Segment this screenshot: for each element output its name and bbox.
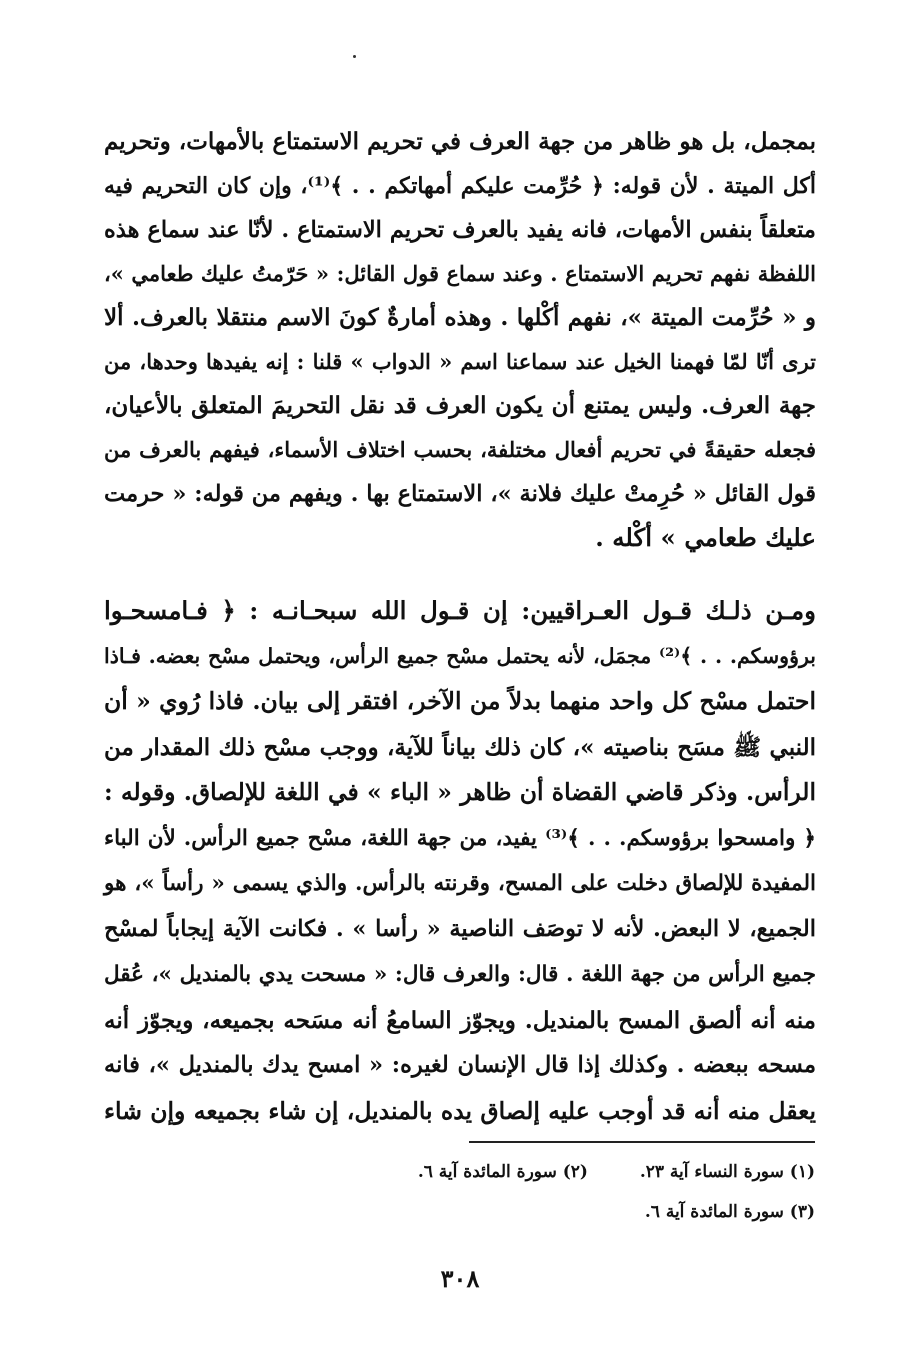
text-line: احتمل مسْح كل واحد منهما بدلاً من الآخر، افتقر إلى بيان. فاذا رُوي « أن [104,687,816,715]
footnote-2: (٢) سورة المائدة آية ٦. [417,1162,588,1182]
page-speck [353,55,356,58]
text-line: منه أنه ألصق المسح بالمنديل. ويجوّز السامعُ أنه مسَحه بجميعه، ويجوّز أنه [104,1006,816,1034]
footnote-row [645,1202,815,1222]
text-line: برؤوسكم. . . ﴾⁽²⁾ مجمَل، لأنه يحتمل مسْح جميع الرأس، ويحتمل مسْح بعضه. فـاذا [104,643,816,668]
text-line: الجميع، لا البعض. لأنه لا توصَف الناصية « رأسا » . فكانت الآية إيجاباً لمسْح [104,915,816,942]
footnote-row [418,1162,815,1182]
text-line: الرأس. وذكر قاضي القضاة أن ظاهر « الباء » في اللغة للإلصاق. وقوله : [104,778,816,806]
text-line: ترى أنّا لمّا فهمنا الخيل عند سماعنا اسم « الدواب » قلنا : إنه يفيدها وحدها، من [104,349,816,374]
text-line: ومـن ذلـك قـول العـراقيين: إن قـول الله سبحـانـه : ﴿ فـامسحـوا [104,596,816,625]
text-line: جميع الرأس من جهة اللغة . قال: والعرف قال: « مسحت يدي بالمنديل »، عُقل [104,962,816,987]
text-line: قول القائل « حُرِمتْ عليك فلانة »، الاستمتاع بها . ويفهم من قوله: « حرمت [104,481,816,507]
footnote-divider [469,1141,815,1143]
paragraph-1 [104,120,816,560]
footnote-1: (١) سورة النساء آية ٢٣. [639,1162,815,1182]
text-line: فجعله حقيقةً في تحريم أفعال مختلفة، بحسب اختلاف الأسماء، فيفهم بالعرف من [104,437,816,462]
paragraph-2 [104,588,816,1134]
text-line: متعلقاً بنفس الأمهات، فانه يفيد بالعرف تحريم الاستمتاع . لأنّا عند سماع هذه [104,217,816,243]
page-number: ٣٠٨ [440,1264,480,1293]
text-line: النبي ﷺ مسَح بناصيته »، كان ذلك بياناً للآية، ووجب مسْح ذلك المقدار من [104,733,816,761]
text-line: اللفظة نفهم تحريم الاستمتاع . وعند سماع قول القائل: « حَرّمتُ عليك طعامي »، [104,261,816,286]
text-line: جهة العرف. وليس يمتنع أن يكون العرف قد نقل التحريمَ المتعلق بالأعيان، [104,392,816,419]
text-line: يعقل منه أنه قد أوجب عليه إلصاق يده بالمنديل، إن شاء بجميعه وإن شاء [104,1096,816,1125]
text-line: المفيدة للإلصاق دخلت على المسح، وقرنته بالرأس. والذي يسمى « رأساً »، هو [104,871,816,896]
text-line: ﴿ وامسحوا برؤوسكم. . . ﴾⁽³⁾ يفيد، من جهة اللغة، مسْح جميع الرأس. لأن الباء [104,825,816,851]
text-line: عليك طعامي » أكْله . [595,523,816,552]
footnote-3: (٣) سورة المائدة آية ٦. [644,1202,815,1222]
text-line: مسحه ببعضه . وكذلك إذا قال الإنسان لغيره: « امسح يدك بالمنديل »، فانه [104,1052,816,1078]
text-line: و « حُرِّمت الميتة »، نفهم أكْلها . وهذه أمارةٌ كونَ الاسم منتقلا بالعرف. ألا [104,304,816,331]
text-line: بمجمل، بل هو ظاهر من جهة العرف في تحريم الاستمتاع بالأمهات، وتحريم [104,128,816,155]
text-line: أكل الميتة . لأن قوله: ﴿ حُرِّمت عليكم أمهاتكم . . ﴾⁽¹⁾، وإن كان التحريم فيه [104,173,816,199]
